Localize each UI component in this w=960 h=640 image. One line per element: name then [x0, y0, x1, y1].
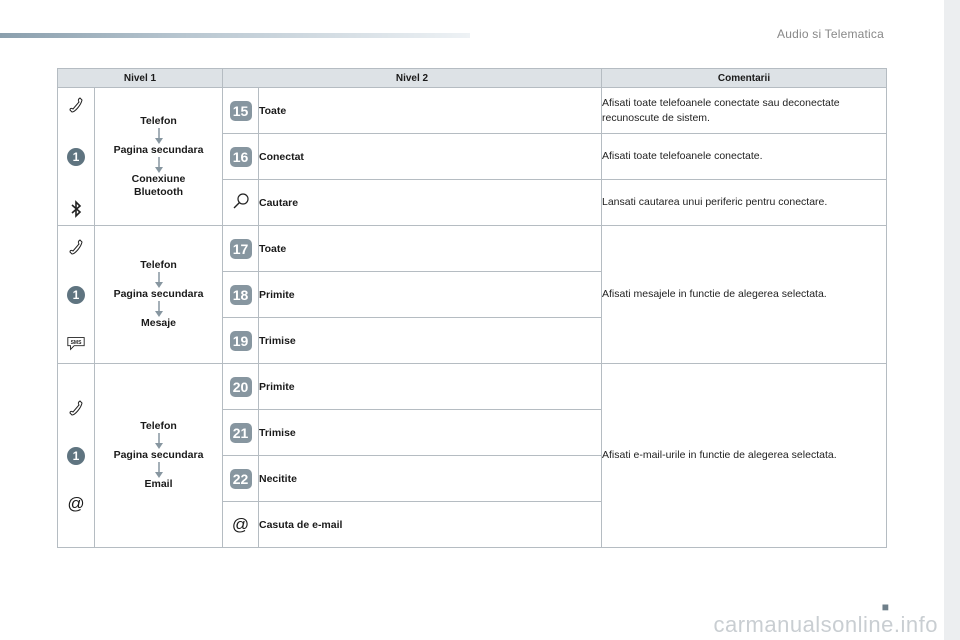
column-header-comentarii: Comentarii	[602, 69, 887, 88]
menu-item-label: Necitite	[259, 456, 602, 502]
table-row	[58, 88, 887, 134]
table-row	[58, 364, 887, 410]
down-arrow-icon	[155, 128, 163, 144]
step-mesaje: Mesaje	[140, 317, 177, 329]
comment-text: Lansati cautarea unui periferic pentru conectare.	[602, 180, 887, 226]
step-email: Email	[144, 478, 173, 490]
level1-steps	[95, 88, 223, 226]
table-header-row	[58, 69, 887, 88]
number-badge: 18	[230, 285, 252, 305]
level1-icons	[58, 88, 95, 226]
at-icon: @	[231, 514, 250, 534]
page-header-title: Audio si Telematica	[777, 27, 884, 41]
number-badge: 21	[230, 423, 252, 443]
phone-icon	[66, 95, 86, 115]
bluetooth-icon	[66, 199, 86, 219]
down-arrow-icon	[155, 272, 163, 288]
comment-text: Afisati mesajele in functie de alegerea selectata.	[602, 226, 887, 364]
phone-icon	[66, 237, 86, 257]
down-arrow-icon	[155, 462, 163, 478]
number-badge: 22	[230, 469, 252, 489]
menu-item-label: Cautare	[259, 180, 602, 226]
level1-badge: 1	[67, 447, 85, 465]
step-telefon: Telefon	[140, 420, 177, 432]
column-header-nivel-2: Nivel 2	[223, 69, 602, 88]
header-accent-bar	[0, 33, 470, 38]
down-arrow-icon	[155, 301, 163, 317]
comment-text: Afisati e-mail-urile in functie de alegerea selectata.	[602, 364, 887, 548]
number-badge: 15	[230, 101, 252, 121]
step-pagina-secundara: Pagina secundara	[113, 288, 204, 300]
search-icon	[232, 201, 250, 213]
menu-item-label: Primite	[259, 364, 602, 410]
menu-item-label: Casuta de e-mail	[259, 502, 602, 548]
svg-text:SMS: SMS	[70, 339, 82, 346]
step-telefon: Telefon	[140, 259, 177, 271]
level1-steps	[95, 364, 223, 548]
menu-item-label: Trimise	[259, 410, 602, 456]
column-header-nivel-1: Nivel 1	[58, 69, 223, 88]
watermark: carmanualsonline.info	[713, 612, 938, 637]
step-pagina-secundara: Pagina secundara	[113, 143, 204, 156]
comment-text: Afisati toate telefoanele conectate.	[602, 134, 887, 180]
number-badge: 17	[230, 239, 252, 259]
comment-text: Afisati toate telefoanele conectate sau deconectate recunoscute de sistem.	[602, 88, 887, 134]
menu-item-label: Trimise	[259, 318, 602, 364]
number-badge: 20	[230, 377, 252, 397]
level1-icons	[58, 226, 95, 364]
page-marker: ■	[881, 600, 889, 614]
level1-icons	[58, 364, 95, 548]
level1-steps	[95, 226, 223, 364]
sms-icon	[66, 333, 86, 353]
menu-item-label: Toate	[259, 88, 602, 134]
number-badge: 19	[230, 331, 252, 351]
right-margin-strip	[944, 0, 960, 640]
menu-item-label: Toate	[259, 226, 602, 272]
step-telefon: Telefon	[140, 114, 177, 127]
at-icon: @	[67, 493, 85, 513]
table-row	[58, 226, 887, 272]
down-arrow-icon	[155, 157, 163, 173]
step-conexiune-bluetooth: Conexiune Bluetooth	[131, 172, 186, 198]
menu-item-label: Conectat	[259, 134, 602, 180]
menu-table	[57, 68, 887, 548]
level1-badge: 1	[67, 148, 85, 166]
number-badge: 16	[230, 147, 252, 167]
step-pagina-secundara: Pagina secundara	[113, 449, 204, 461]
menu-item-label: Primite	[259, 272, 602, 318]
level1-badge: 1	[67, 286, 85, 304]
down-arrow-icon	[155, 433, 163, 449]
phone-icon	[66, 398, 86, 418]
